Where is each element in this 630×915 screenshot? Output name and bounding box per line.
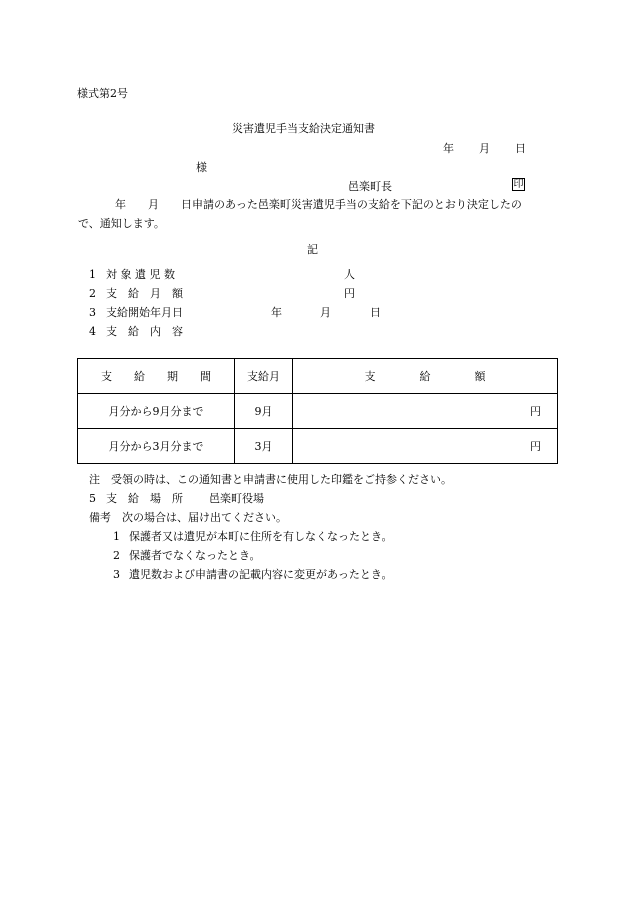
item-number: 4: [89, 325, 96, 338]
remark-text: 遺児数および申請書の記載内容に変更があったとき。: [129, 568, 393, 581]
item-number: 1: [89, 268, 96, 281]
item-payment-place: [89, 493, 264, 504]
ki-heading: 記: [307, 243, 318, 256]
remark-text: 保護者又は遺児が本町に住所を有しなくなったとき。: [129, 530, 393, 543]
start-month-unit: 月: [320, 306, 331, 319]
cell-month: 9月: [235, 394, 293, 429]
start-day-unit: 日: [370, 306, 381, 319]
addressee-suffix: 様: [196, 161, 207, 174]
cell-amount: 円: [293, 429, 558, 464]
table-row: [78, 429, 558, 464]
date-year-label: 年: [443, 142, 454, 155]
remark-item: [113, 531, 393, 542]
item-label: 支給開始年月日: [106, 306, 183, 319]
item-monthly-amount: [89, 288, 183, 299]
cell-period: 月分から9月分まで: [78, 394, 235, 429]
table-row: [78, 394, 558, 429]
body-text-line-2: で、通知します。: [78, 217, 165, 230]
table-header-row: [78, 359, 558, 394]
amount-unit: 円: [344, 287, 355, 300]
payment-place-value: 邑楽町役場: [209, 492, 264, 505]
receipt-note: 注 受領の時は、この通知書と申請書に使用した印鑑をご持参ください。: [89, 473, 452, 486]
remark-number: 3: [113, 568, 120, 581]
item-label: 対 象 遺 児 数: [106, 268, 175, 281]
item-payment-content: [89, 326, 183, 337]
issue-date: [443, 143, 526, 154]
document-title: 災害遺児手当支給決定通知書: [232, 122, 375, 135]
cell-amount: 円: [293, 394, 558, 429]
date-month-label: 月: [479, 142, 490, 155]
remark-number: 1: [113, 530, 120, 543]
item-label: 支 給 場 所: [106, 492, 183, 505]
item-number: 5: [89, 492, 96, 505]
item-number: 3: [89, 306, 96, 319]
date-day-label: 日: [515, 142, 526, 155]
seal-mark: 印: [513, 178, 524, 190]
cell-period: 月分から3月分まで: [78, 429, 235, 464]
remark-number: 2: [113, 549, 120, 562]
item-label: 支 給 内 容: [106, 325, 183, 338]
issuer-name: 邑楽町長: [348, 180, 392, 193]
children-unit: 人: [344, 268, 355, 281]
header-amount: 支 給 額: [293, 359, 558, 394]
remark-item: [113, 550, 261, 561]
item-children-count: [89, 269, 175, 280]
form-number: 様式第2号: [77, 87, 128, 100]
item-number: 2: [89, 287, 96, 300]
item-label: 支 給 月 額: [106, 287, 183, 300]
payment-table: [77, 358, 558, 464]
body-text-line-1: 年 月 日申請のあった邑楽町災害遺児手当の支給を下記のとおり決定したの: [115, 198, 522, 211]
header-period: 支 給 期 間: [78, 359, 235, 394]
start-year-unit: 年: [271, 306, 282, 319]
remark-text: 保護者でなくなったとき。: [129, 549, 261, 562]
header-month: 支給月: [235, 359, 293, 394]
remark-item: [113, 569, 392, 580]
cell-month: 3月: [235, 429, 293, 464]
remarks-heading: 備考 次の場合は、届け出てください。: [89, 511, 287, 524]
item-start-date: [89, 307, 183, 318]
